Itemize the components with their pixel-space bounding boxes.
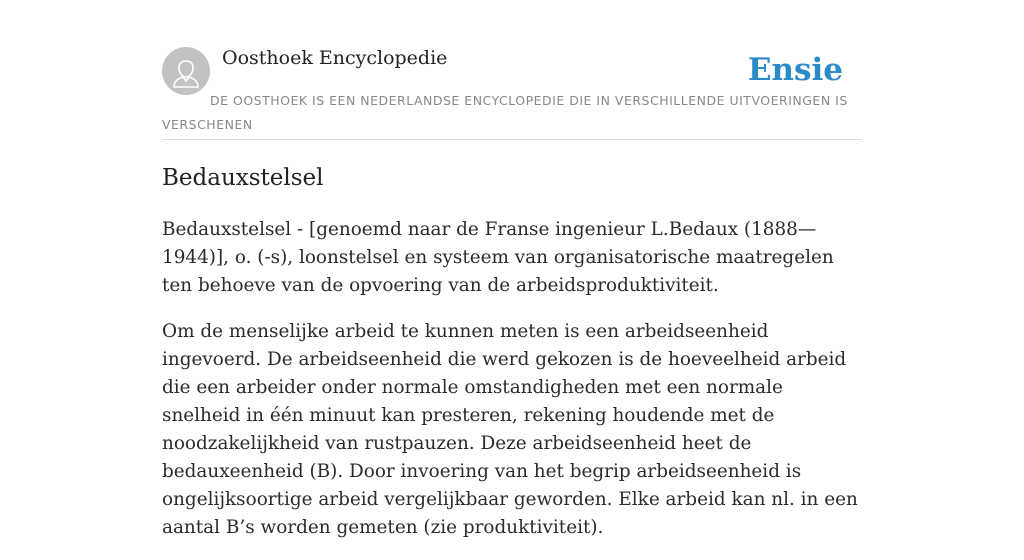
- article-body: [162, 216, 867, 560]
- article-paragraph: Om de menselijke arbeid te kunnen meten is een arbeidseenheid ingevoerd. De arbeidseenheid die werd gekozen is de hoeveelheid arbeid die een arbeider onder normale omstandigheden met een normale snelheid in één minuut kan presteren, rekening houdende met de noodzakelijkheid van rustpauzen. Deze arbeidseenheid heet de bedauxeenheid (B). Door invoering van het begrip arbeidseenheid is ongelijksoortige arbeid vergelijkbaar geworden. Elke arbeid kan nl. in een aantal B’s worden gemeten (zie produktiviteit).: [162, 321, 858, 538]
- article-paragraph: Bedauxstelsel - [genoemd naar de Franse ingenieur L.Bedaux (1888—1944)], o. (-s), loonstelsel en systeem van organisatorische maatregelen ten behoeve van de opvoering van de arbeidsproduktiviteit.: [162, 219, 834, 296]
- site-tagline: DE OOSTHOEK IS EEN NEDERLANDSE ENCYCLOPEDIE DIE IN VERSCHILLENDE UITVOERINGEN IS VERSCHENEN: [162, 93, 848, 132]
- site-header: [162, 0, 862, 140]
- site-name[interactable]: Oosthoek Encyclopedie: [222, 47, 448, 69]
- user-avatar-icon[interactable]: [162, 47, 210, 95]
- page-container: [162, 0, 862, 538]
- brand-logo[interactable]: Ensie: [747, 52, 843, 88]
- article-title: Bedauxstelsel: [162, 165, 324, 191]
